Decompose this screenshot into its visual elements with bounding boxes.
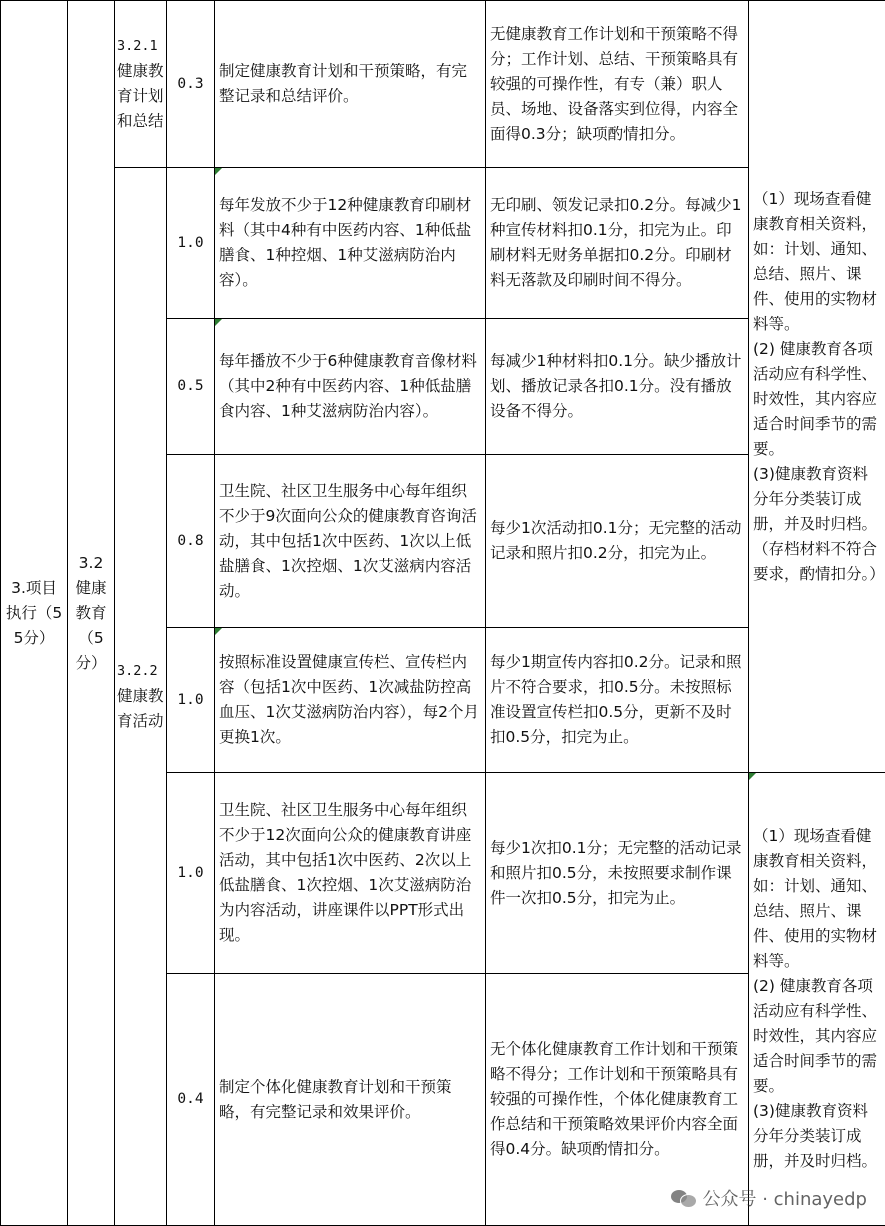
note-line: (2) 健康教育各项活动应有科学性、时效性，其内容应适合时间季节的需要。: [753, 337, 881, 462]
notes-cell: [749, 1, 885, 773]
section-code: 3.2.2: [117, 659, 164, 684]
section-name: 健康教育活动: [117, 684, 164, 734]
section-code: 3.2.1: [117, 34, 164, 59]
comment-marker: [215, 168, 222, 175]
criteria-cell: 无健康教育工作计划和干预策略不得分；工作计划、总结、干预策略具有较强的可操作性，有专（兼）职人员、场地、设备落实到位得，内容全面得0.3分；缺项酌情扣分。: [486, 1, 749, 168]
note-line: (2) 健康教育各项活动应有科学性、时效性，其内容应适合时间季节的需要。: [753, 974, 881, 1099]
content-cell: 制定健康教育计划和干预策略，有完整记录和总结评价。: [215, 1, 486, 168]
comment-marker: [215, 319, 222, 326]
comment-marker: [215, 628, 222, 635]
watermark-text: 公众号 · chinayedp: [703, 1185, 868, 1211]
score-cell: 1.0: [167, 628, 215, 773]
score-cell: 0.3: [167, 1, 215, 168]
criteria-cell: 无印刷、领发记录扣0.2分。每减少1种宣传材料扣0.1分，扣完为止。印刷材料无财务单据扣0.2分。印刷材料无落款及印刷时间不得分。: [486, 168, 749, 319]
content-cell: 卫生院、社区卫生服务中心每年组织不少于12次面向公众的健康教育讲座活动，其中包括1次中医药、2次以上低盐膳食、1次控烟、1次艾滋病防治为内容活动，讲座课件以PPT形式出现。: [215, 773, 486, 974]
score-cell: 0.8: [167, 455, 215, 628]
section-cell-3-2-1: [115, 1, 167, 168]
criteria-cell: 每减少1种材料扣0.1分。缺少播放计划、播放记录各扣0.1分。没有播放设备不得分。: [486, 319, 749, 455]
notes-cell: [749, 773, 885, 1226]
section-name: 健康教育计划和总结: [117, 59, 164, 134]
watermark: [671, 1185, 868, 1211]
sub-item-cell: 3.2 健康教育（5分）: [68, 1, 115, 1226]
criteria-cell: 每少1次扣0.1分；无完整的活动记录和照片扣0.5分，未按照要求制作课件一次扣0.5分，扣完为止。: [486, 773, 749, 974]
score-cell: 1.0: [167, 773, 215, 974]
content-cell: 每年发放不少于12种健康教育印刷材料（其中4种有中医药内容、1种低盐膳食、1种控烟、1种艾滋病防治内容）。: [215, 168, 486, 319]
note-line: (3)健康教育资料分年分类装订成册，并及时归档。: [753, 1099, 881, 1174]
score-cell: 0.5: [167, 319, 215, 455]
note-line: (3)健康教育资料分年分类装订成册，并及时归档。: [753, 462, 881, 537]
content-cell: 制定个体化健康教育计划和干预策略，有完整记录和效果评价。: [215, 974, 486, 1226]
score-cell: 0.4: [167, 974, 215, 1226]
note-line: （1）现场查看健康教育相关资料，如：计划、通知、总结、照片、课件、使用的实物材料等。: [753, 824, 881, 974]
note-line: （存档材料不符合要求，酌情扣分。）: [753, 537, 881, 587]
comment-marker: [749, 773, 756, 780]
wechat-icon: [671, 1188, 697, 1208]
section-cell-3-2-2: [115, 168, 167, 1226]
criteria-cell: 每少1期宣传内容扣0.2分。记录和照片不符合要求，扣0.5分。未按照标准设置宣传栏扣0.5分，更新不及时扣0.5分，扣完为止。: [486, 628, 749, 773]
content-cell: 卫生院、社区卫生服务中心每年组织不少于9次面向公众的健康教育咨询活动，其中包括1次中医药、1次以上低盐膳食、1次控烟、1次艾滋病内容活动。: [215, 455, 486, 628]
note-line: （1）现场查看健康教育相关资料，如：计划、通知、总结、照片、课件、使用的实物材料等。: [753, 187, 881, 337]
criteria-cell: 无个体化健康教育工作计划和干预策略不得分；工作计划和干预策略具有较强的可操作性，个体化健康教育工作总结和干预策略效果评价内容全面得0.4分。缺项酌情扣分。: [486, 974, 749, 1226]
criteria-cell: 每少1次活动扣0.1分；无完整的活动记录和照片扣0.2分，扣完为止。: [486, 455, 749, 628]
main-item-cell: 3.项目执行（55分）: [1, 1, 68, 1226]
content-cell: 按照标准设置健康宣传栏、宣传栏内容（包括1次中医药、1次减盐防控高血压、1次艾滋病防治内容），每2个月更换1次。: [215, 628, 486, 773]
content-cell: 每年播放不少于6种健康教育音像材料 （其中2种有中医药内容、1种低盐膳食内容、1种艾滋病防治内容）。: [215, 319, 486, 455]
score-cell: 1.0: [167, 168, 215, 319]
